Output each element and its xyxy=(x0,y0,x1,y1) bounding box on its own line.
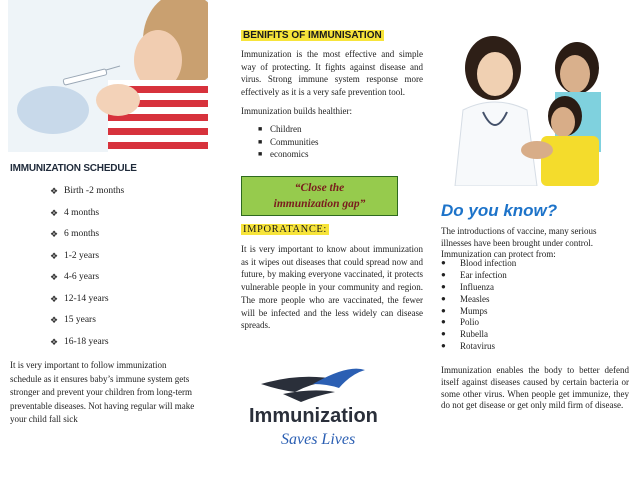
diamond-bullet-icon: ❖ xyxy=(50,315,59,325)
list-item: ● Mumps xyxy=(441,305,488,316)
do-you-know-heading: Do you know? xyxy=(441,201,558,220)
square-bullet-icon: ■ xyxy=(258,150,263,158)
diamond-bullet-icon: ❖ xyxy=(50,336,59,347)
vaccination-child-photo xyxy=(8,0,208,152)
dot-bullet-icon: ● xyxy=(441,269,446,279)
list-item: ● Blood infection xyxy=(441,258,517,268)
list-item: ❖ Birth -2 months xyxy=(50,186,125,196)
schedule-title: IMMUNIZATION SCHEDULE xyxy=(10,163,137,174)
list-item: ● Influenza xyxy=(441,281,494,292)
immunization-logo xyxy=(243,362,393,462)
list-item: ❖ 6 months xyxy=(50,229,100,239)
importance-title: IMPORATANCE: xyxy=(243,224,327,235)
list-item: ● Measles xyxy=(441,293,490,304)
logo-title: Immunization xyxy=(249,405,378,427)
diamond-bullet-icon: ❖ xyxy=(50,186,59,196)
list-item: ❖ 4-6 years xyxy=(50,272,100,282)
square-bullet-icon: ■ xyxy=(258,125,263,133)
logo-tagline: Saves Lives xyxy=(281,431,356,448)
diamond-bullet-icon: ❖ xyxy=(50,272,59,282)
schedule-list xyxy=(50,186,124,358)
list-item: ■ economics xyxy=(258,149,319,162)
list-item: ● Polio xyxy=(441,317,480,328)
dot-bullet-icon: ● xyxy=(441,317,446,327)
dot-bullet-icon: ● xyxy=(441,293,446,303)
closing-text: Immunization enables the body to better defend itself against diseases caused by certain bacteria or some other virus. When people get immunize, they do not get disease or get only mild firm of disease. xyxy=(441,365,629,411)
doctor-and-children-photo xyxy=(445,28,630,186)
list-item: ● Rubella xyxy=(441,329,488,340)
list-item: ● Ear infection xyxy=(441,269,507,280)
diamond-bullet-icon: ❖ xyxy=(50,229,59,239)
dot-bullet-icon: ● xyxy=(441,305,446,315)
benefits-text: Immunization is the most effective and simple way of protecting. It fights against disease and virus. Strong immune system response more effectively as it is a very safe prevention tool. xyxy=(241,49,423,97)
dot-bullet-icon: ● xyxy=(441,341,446,351)
builds-text: Immunization builds healthier: xyxy=(241,106,352,116)
dot-bullet-icon: ● xyxy=(441,329,446,339)
list-item: ❖ 15 years xyxy=(50,315,96,325)
list-item: ● Rotavirus xyxy=(441,341,495,352)
schedule-note: It is very important to follow immunization schedule as it ensures baby’s immune system gets stronger and prevent your children from long-term preventable diseases. Not having regular will make your child fall sick xyxy=(10,360,195,424)
diamond-bullet-icon: ❖ xyxy=(50,207,59,218)
diamond-bullet-icon: ❖ xyxy=(50,293,59,304)
quote-line-1: “Close the xyxy=(294,182,345,194)
diseases-list xyxy=(441,258,516,353)
dot-bullet-icon: ● xyxy=(441,258,446,267)
list-item: ❖ 1-2 years xyxy=(50,250,100,261)
list-item: ❖ 4 months xyxy=(50,207,100,218)
builds-list xyxy=(258,124,319,162)
diamond-bullet-icon: ❖ xyxy=(50,250,59,261)
benefits-title: BENIFITS OF IMMUNISATION xyxy=(243,30,382,41)
vaccine-intro-text: The introductions of vaccine, many serious illnesses have been brought under control. Immunization can protect from: xyxy=(441,226,597,259)
list-item: ❖ 12-14 years xyxy=(50,293,109,304)
list-item: ■ Children xyxy=(258,124,319,137)
dot-bullet-icon: ● xyxy=(441,281,446,291)
list-item: ■ Communities xyxy=(258,137,319,150)
quote-line-2: immunization gap” xyxy=(273,198,366,210)
importance-text: It is very important to know about immunization as it wipes out diseases that could spread now and future, by making everyone vaccinated, it protects vulnerable people in your community and region. The more people who are vaccinated, the fewer will be infected and the less widely can disease spreads. xyxy=(241,244,423,331)
list-item: ❖ 16-18 years xyxy=(50,336,109,347)
quote-box xyxy=(241,176,398,216)
square-bullet-icon: ■ xyxy=(258,137,263,146)
